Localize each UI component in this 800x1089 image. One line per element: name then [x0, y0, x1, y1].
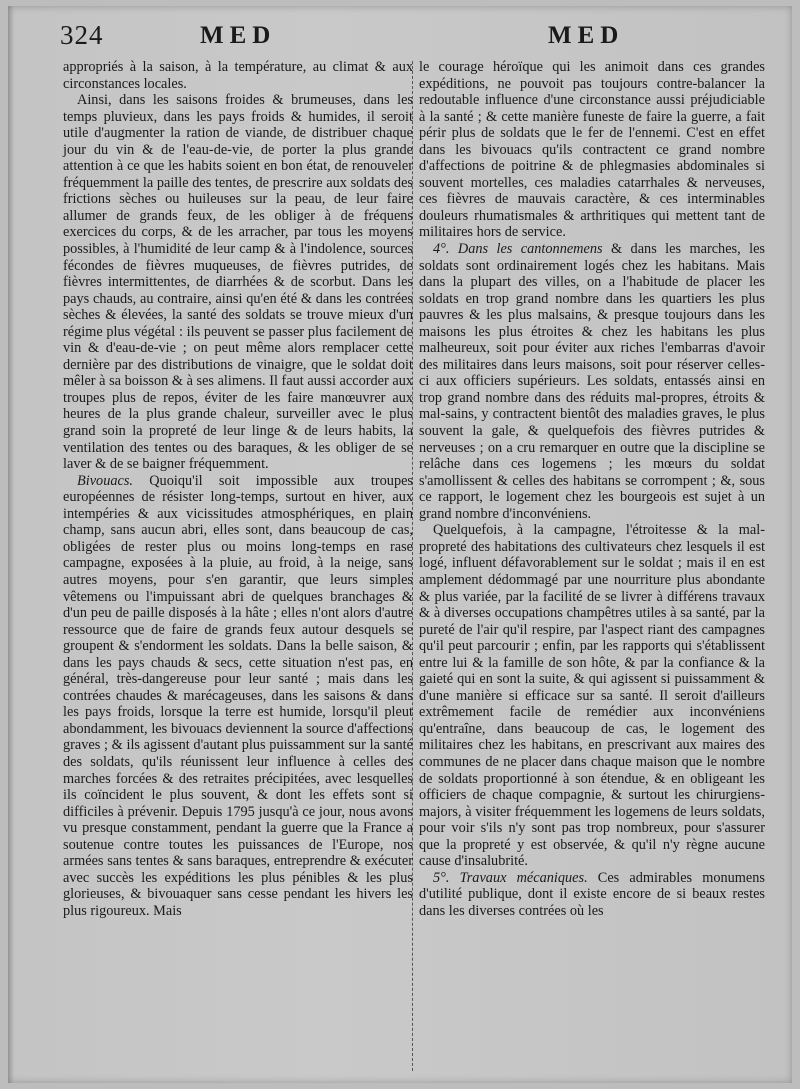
page-header: [8, 20, 792, 58]
paragraph: [63, 473, 413, 920]
paragraph: appropriés à la saison, à la température, au climat & aux circonstances locales.: [63, 59, 413, 92]
left-column: [63, 59, 413, 919]
paragraph: Ainsi, dans les saisons froides & brumeuses, dans les temps pluvieux, dans les pays froids & humides, il seroit utile d'augmenter la ration de viande, de distribuer chaque jour du vin & de l'eau-de-vie, de porter la plus grande attention à ce que les habits soient en bon état, de renouveler fréquemment la paille des tentes, de prescrire aux soldats des frictions sèches ou huileuses sur la peau, de leur faire allumer de grands feux, de les obliger à de fréquens exercices du corps, & de les arracher, par tous les moyens possibles, à l'humidité de leur camp & à l'indolence, sources fécondes de fièvres muqueuses, de fièvres putrides, de fièvres intermittentes, de diarrhées & de scorbut. Dans les pays chauds, au contraire, ainsi qu'en été & dans les contrées sèches & élevées, la santé des soldats se trouve mieux d'un régime plus végétal : ils peuvent se passer plus facilement de vin & d'eau-de-vie ; on peut même alors remplacer cette dernière par des distributions de vinaigre, que le soldat doit mêler à sa boisson & à ses alimens. Il faut aussi accorder aux troupes plus de repos, éviter de les faire manœuvrer aux heures de la plus grande chaleur, surveiller avec le plus grand soin la propreté de leur linge & de leurs habits, la ventilation des tentes ou des baraques, & les obliger de se laver & de se baigner fréquemment.: [63, 92, 413, 473]
section-heading-cantonnemens: 4°. Dans les cantonnemens: [433, 241, 603, 258]
paragraph: [419, 870, 765, 920]
paragraph: Quelquefois, à la campagne, l'étroitesse & la mal-propreté des habitations des cultivateurs chez lesquels il est logé, influent défavorablement sur le soldat ; mais il en est amplement dédommagé par une nourriture plus abondante & plus variée, par la facilité de se livrer à différens travaux & à diverses occupations champêtres utiles à sa santé, par la pureté de l'air qu'il respire, par l'aspect riant des campagnes qu'il peut parcourir ; enfin, par les rapports qui s'établissent entre lui & la famille de son hôte, & par la confiance & la gaieté qui en sont la suite, & qui agissent si puissamment & d'une manière si efficace sur sa santé. Il seroit d'ailleurs extrêmement facile de remédier aux inconvéniens qu'entraîne, dans beaucoup de cas, le logement des militaires chez les habitans, en prescrivant aux maires des communes de ne placer dans chaque maison que le nombre de soldats proportionné à son étendue, & en obligeant les officiers de chaque compagnie, & surtout les chirurgiens-majors, à visiter fréquemment les logemens de leurs soldats, pour voir s'ils n'y sont pas trop nombreux, pour s'assurer que la propreté y est observée, & qu'il n'y règne aucune cause d'insalubrité.: [419, 522, 765, 870]
paragraph-text: Ces admirables monumens d'utilité publique, dont il existe encore de si beaux restes dans les diverses contrées où les: [419, 869, 765, 919]
book-page: [8, 6, 792, 1083]
right-column: [419, 59, 765, 919]
paragraph: [419, 241, 765, 522]
running-head-right: MED: [548, 22, 625, 49]
paragraph-text: Quoiqu'il soit impossible aux troupes européennes de résister long-temps, surtout en hiver, aux intempéries & aux vicissitudes atmosphériques, en plain champ, sans aucun abri, elles sont, dans beaucoup de cas, obligées de rester plus ou moins long-temps en rase campagne, exposées à la pluie, au froid, à la neige, sans autres moyens, pour s'en garantir, que leurs simples vêtemens ou l'impuissant abri de quelques branchages & d'un peu de paille disposés à la hâte ; elles n'ont alors d'autre ressource que de faire de grands feux autour desquels se groupent & s'endorment les soldats. Dans la belle saison, & dans les pays chauds & secs, cette situation n'est pas, en général, très-dangereuse pour leur santé ; mais dans les contrées chaudes & marécageuses, dans les saisons & dans les pays froids, lorsque la terre est humide, lorsqu'il pleut abondamment, les bivouacs deviennent la source d'affections graves ; & ils agissent d'autant plus puissamment sur la santé des soldats, qu'ils réunissent leur influence à celles des marches forcées & des retraites précipitées, avec lesquelles ils coïncident le plus souvent, & dont les effets sont si difficiles à prévenir. Depuis 1795 jusqu'à ce jour, nous avons vu presque constamment, pendant la guerre que la France a soutenue contre toutes les puissances de l'Europe, nos armées sans tentes & sans baraques, entreprendre & exécuter avec succès les expéditions les plus pénibles & les plus glorieuses, & bivouaquer sans cesse pendant les hivers les plus rigoureux. Mais: [63, 472, 413, 919]
paragraph: le courage héroïque qui les animoit dans ces grandes expéditions, ne pouvoit pas toujours contre-balancer la redoutable influence d'une circonstance aussi préjudiciable à la santé ; & cette manière funeste de faire la guerre, a fait périr plus de soldats que le fer de l'ennemi. C'est en effet dans les bivouacs qu'ils contractent ce grand nombre d'affections de poitrine & de phlegmasies abdominales si souvent mortelles, ces maladies catarrhales & nerveuses, ces fièvres de mauvais caractère, & ces interminables douleurs rhumatismales & arthritiques qui mettent tant de militaires hors de service.: [419, 59, 765, 241]
section-heading-bivouacs: Bivouacs.: [77, 472, 133, 489]
running-head-left: MED: [200, 22, 277, 49]
paragraph-text: & dans les marches, les soldats sont ordinairement logés chez les habitans. Mais dans la plupart des villes, on a l'habitude de placer les soldats en trop grand nombre dans les quartiers les plus pauvres & les plus malsains, & presque toujours dans les maisons les plus étroites & chez les habitans les plus malheureux, soit pour éviter aux riches l'embarras d'avoir des militaires dans leurs maisons, soit pour réserver celles-ci aux officiers supérieurs. Les soldats, entassés ainsi en trop grand nombre dans des réduits mal-propres, étroits & mal-sains, y contractent bientôt des maladies graves, le plus souvent la gale, & quelquefois des fièvres putrides & nerveuses ; on a cru remarquer en outre que la discipline se relâche dans ces logemens ; les mœurs du soldat s'amollissent & celles des habitans se corrompent ; &, sous ce rapport, le logement chez les bourgeois est sujet à un grand nombre d'inconvéniens.: [419, 241, 765, 522]
page-number: 324: [60, 20, 104, 50]
section-heading-travaux: 5°. Travaux mécaniques.: [433, 869, 588, 886]
